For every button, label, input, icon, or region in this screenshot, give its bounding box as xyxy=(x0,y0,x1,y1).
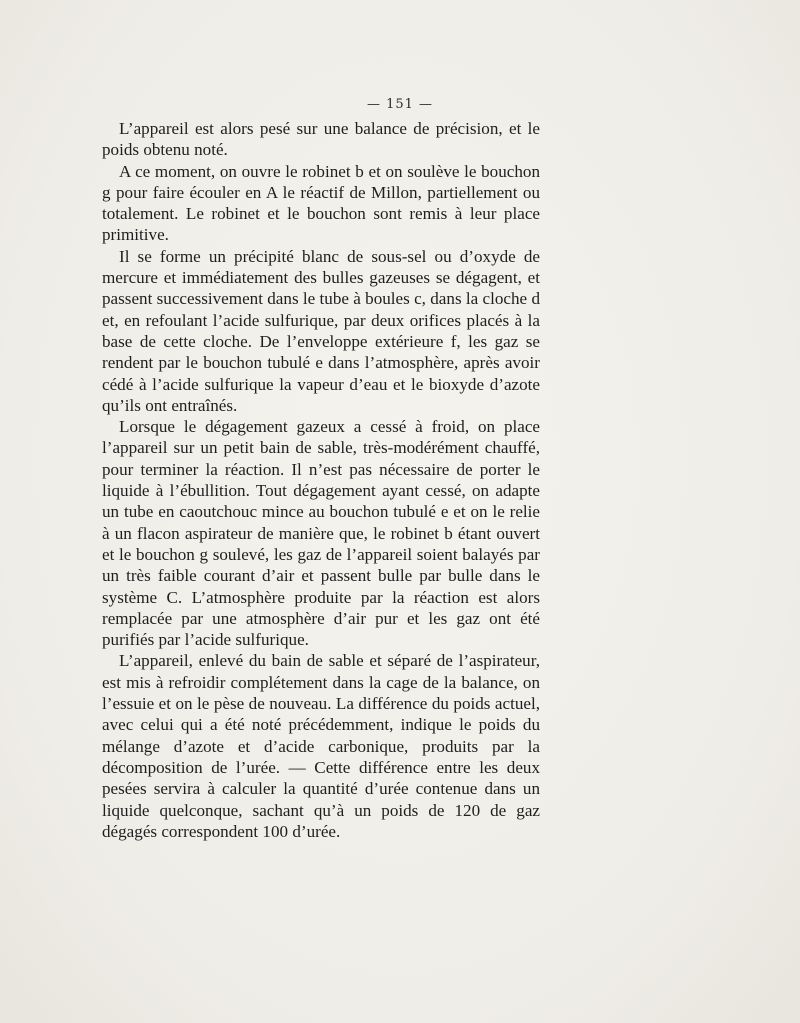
paragraph-1: L’appareil est alors pesé sur une balance de précision, et le poids obtenu noté. xyxy=(102,119,540,160)
paragraph-4: Lorsque le dégagement gazeux a cessé à froid, on place l’appareil sur un petit bain de sable, très-modérément chauffé, pour terminer la réaction. Il n’est pas nécessaire de porter le liquide à l’ébullition. Tout dégagement ayant cessé, on adapte un tube en caoutchouc mince au bouchon tubulé e et on le relie à un flacon aspirateur de manière que, le robinet b étant ouvert et le bouchon g soulevé, les gaz de l’appareil soient balayés par un très faible courant d’air et passent bulle par bulle dans le système C. L’atmosphère produite par la réaction est alors remplacée par une atmosphère d’air pur et les gaz ont été purifiés par l’acide sulfurique. xyxy=(102,417,540,650)
paragraph-2: A ce moment, on ouvre le robinet b et on soulève le bouchon g pour faire écouler en A le réactif de Millon, partiellement ou totalement. Le robinet et le bouchon sont remis à leur place primitive. xyxy=(102,161,540,245)
body-text xyxy=(102,118,540,842)
paragraph-3: Il se forme un précipité blanc de sous-sel ou d’oxyde de mercure et immédiatement des bulles gazeuses se dégagent, et passent successivement dans le tube à boules c, dans la cloche d et, en refoulant l’acide sulfurique, par deux orifices placés à la base de cette cloche. De l’enveloppe extérieure f, les gaz se rendent par le bouchon tubulé e dans l’atmosphère, après avoir cédé à l’acide sulfurique la vapeur d’eau et le bioxyde d’azote qu’ils ont entraînés. xyxy=(102,246,540,415)
page-number: — 151 — xyxy=(366,97,434,112)
paragraph-5: L’appareil, enlevé du bain de sable et séparé de l’aspirateur, est mis à refroidir complétement dans la cage de la balance, on l’essuie et on le pèse de nouveau. La différence du poids actuel, avec celui qui a été noté précédemment, indique le poids du mélange d’azote et d’acide carbonique, produits par la décomposition de l’urée. — Cette différence entre les deux pesées servira à calculer la quantité d’urée contenue dans un liquide quelconque, sachant qu’à un poids de 120 de gaz dégagés correspondent 100 d’urée. xyxy=(102,651,540,841)
